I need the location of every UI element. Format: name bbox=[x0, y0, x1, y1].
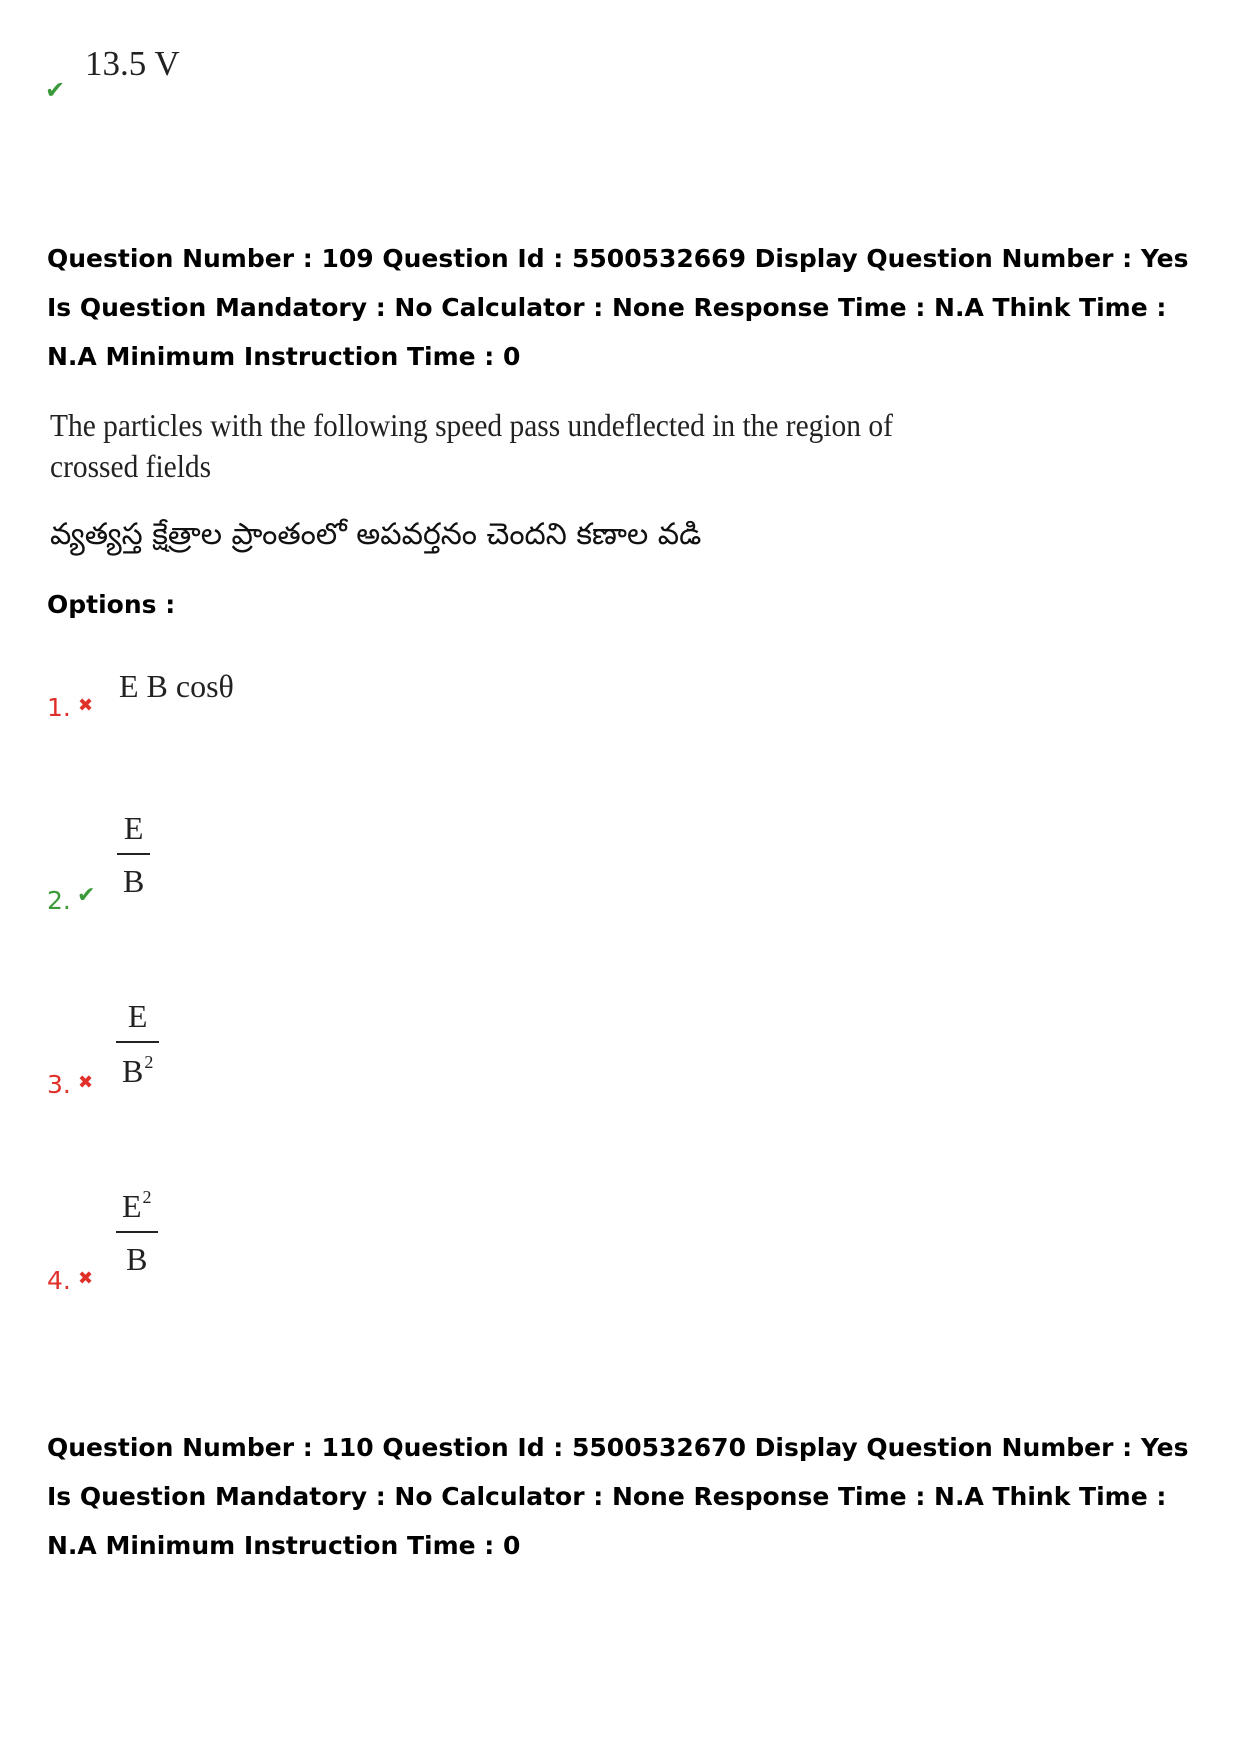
question-text-english: The particles with the following speed pass undeflected in the region of crossed fields bbox=[50, 407, 893, 484]
fraction-denominator: B bbox=[126, 1241, 148, 1277]
cross-icon: ✖ bbox=[78, 695, 94, 716]
check-icon: ✔ bbox=[77, 883, 96, 908]
fraction-denominator bbox=[116, 1053, 159, 1087]
fraction-numerator bbox=[116, 1188, 158, 1222]
cross-icon: ✖ bbox=[78, 1268, 94, 1289]
fraction-bar bbox=[117, 853, 150, 855]
option-fraction bbox=[116, 1000, 159, 1087]
option-number: 4. bbox=[47, 1266, 71, 1295]
numerator-base: E bbox=[122, 1188, 142, 1224]
option-expression: E B cosθ bbox=[119, 668, 234, 704]
option-fraction bbox=[116, 1188, 158, 1275]
cross-icon: ✖ bbox=[78, 1072, 94, 1093]
check-icon: ✔ bbox=[45, 76, 66, 104]
fraction-numerator: E bbox=[127, 998, 148, 1034]
previous-answer-text: 13.5 V bbox=[85, 44, 180, 83]
option-number: 2. bbox=[47, 886, 71, 915]
fraction-denominator: B bbox=[123, 863, 145, 899]
denominator-exponent: 2 bbox=[144, 1052, 154, 1072]
fraction-bar bbox=[116, 1231, 158, 1233]
question-text-telugu: వ్యత్యస్త క్షేత్రాల ప్రాంతంలో అపవర్తనం చెందని కణాల వడి bbox=[50, 517, 702, 552]
fraction-bar bbox=[116, 1041, 159, 1043]
question-meta: Question Number : 110 Question Id : 5500532670 Display Question Number : Yes Is Question Mandatory : No Calculator : None Response Time : N.A Think Time : N.A Minimum Instruction Time : 0 bbox=[47, 1433, 1189, 1560]
question-meta: Question Number : 109 Question Id : 5500532669 Display Question Number : Yes Is Question Mandatory : No Calculator : None Response Time : N.A Think Time : N.A Minimum Instruction Time : 0 bbox=[47, 244, 1189, 371]
denominator-base: B bbox=[122, 1053, 144, 1089]
fraction-numerator: E bbox=[123, 810, 144, 846]
numerator-exponent: 2 bbox=[142, 1187, 152, 1207]
option-number: 1. bbox=[47, 693, 71, 722]
option-fraction bbox=[117, 812, 150, 897]
option-number: 3. bbox=[47, 1070, 71, 1099]
options-label: Options : bbox=[47, 590, 176, 619]
